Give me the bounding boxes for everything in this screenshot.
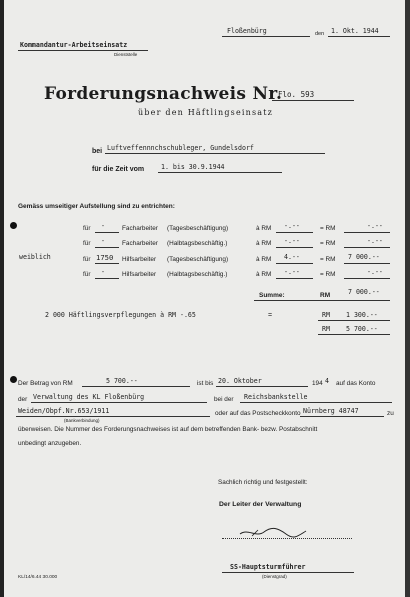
punch-hole-1 [10, 222, 17, 229]
correct-label: Sachlich richtig und festgestellt: [218, 479, 308, 486]
row-rate: -.-- [284, 268, 300, 276]
row-rate: 4.-- [284, 253, 300, 261]
signer-rank: SS-Hauptsturmführer [230, 563, 306, 571]
scan-edge-left [0, 0, 4, 597]
payment-line3-b: oder auf das Postscheckkonto [215, 410, 301, 417]
row-count: - [101, 268, 105, 276]
summe-label: Summe: [259, 292, 285, 299]
issuer: Kommandantur-Arbeitseinsatz [20, 41, 128, 49]
row-fuer: für [83, 225, 91, 232]
verpflegung-eq: = [268, 312, 273, 319]
document-subtitle: über den Häftlingseinsatz [138, 108, 274, 117]
row-fuer: für [83, 256, 91, 263]
payment-line5: unbedingt anzugeben. [18, 440, 82, 447]
row-eq: = RM [320, 271, 336, 278]
summe-currency: RM [320, 292, 331, 299]
place: Floßenbürg [227, 27, 267, 35]
period-value: 1. bis 30.9.1944 [161, 163, 225, 171]
row-fuer: für [83, 240, 91, 247]
handwritten-signature [238, 524, 308, 542]
row-total: -.-- [367, 237, 383, 245]
row-count: - [101, 237, 105, 245]
row-rate-label: à RM [256, 271, 272, 278]
row-type: Facharbeiter [122, 240, 158, 247]
net-value: 5 700.-- [346, 325, 378, 333]
period-label: für die Zeit vom [92, 166, 145, 173]
side-label: weiblich [19, 253, 51, 261]
row-rate-label: à RM [256, 256, 272, 263]
row-fuer: für [83, 271, 91, 278]
document-date: 1. Okt. 1944 [331, 27, 379, 35]
payment-amount: 5 700.-- [106, 377, 138, 385]
payment-line1-a: Der Betrag von RM [18, 380, 73, 387]
summe-value: 7 000.-- [348, 288, 380, 296]
payment-year-digit: 4 [325, 377, 329, 385]
row-note: (Halbtagsbeschäftig.) [167, 271, 228, 278]
payment-line2-a: der [18, 396, 28, 403]
row-rate-label: à RM [256, 225, 272, 232]
row-total: 7 000.-- [348, 253, 380, 261]
form-code: KL/14/6.44 30.000 [18, 575, 58, 580]
account-holder: Verwaltung des KL Floßenbürg [33, 393, 145, 401]
row-note: (Tagesbeschäftigung) [167, 225, 229, 232]
row-type: Hilfsarbeiter [122, 271, 157, 278]
bei-label: bei [92, 148, 103, 155]
payment-line1-b: ist bis [197, 380, 214, 387]
row-total: -.-- [367, 268, 383, 276]
row-eq: = RM [320, 240, 336, 247]
intro-text: Gemäss umseitiger Aufstellung sind zu entrichten: [18, 203, 175, 210]
row-rate: -.-- [284, 237, 300, 245]
row-eq: = RM [320, 225, 336, 232]
row-note: (Tagesbeschäftigung) [167, 256, 229, 263]
scan-edge-right [405, 0, 410, 597]
payment-line3-c: zu [387, 410, 394, 417]
payment-due: 20. Oktober [218, 377, 262, 385]
den-label: den [315, 31, 325, 37]
row-count: - [101, 222, 105, 230]
postcheck-account: Nürnberg 48747 [303, 407, 359, 415]
row-eq: = RM [320, 256, 336, 263]
bank-account: Weiden/Obpf.Nr.653/1911 [18, 407, 110, 415]
document-title: Forderungsnachweis Nr. [44, 84, 283, 104]
document-number: Flo. 593 [278, 90, 315, 99]
row-total: -.-- [367, 222, 383, 230]
leader-label: Der Leiter der Verwaltung [219, 501, 302, 508]
row-note: (Halbtagsbeschäftig.) [167, 240, 228, 247]
issuer-sub: Dienststelle [114, 52, 138, 57]
row-type: Hilfsarbeiter [122, 256, 157, 263]
row-rate: -.-- [284, 222, 300, 230]
employer-name: Luftveffennnchschubleger, Gundelsdorf [107, 144, 254, 152]
payment-line4: überweisen. Die Nummer des Forderungsnachweises ist auf dem betreffenden Bank- bezw. Postabschnitt [18, 426, 318, 433]
verpflegung-text: 2 000 Häftlingsverpflegungen à RM -.65 [45, 311, 196, 319]
payment-line1-e: auf das Konto [336, 380, 376, 387]
punch-hole-2 [10, 376, 17, 383]
verpflegung-currency: RM [322, 311, 330, 319]
bank-connection-label: (Bankverbindung) [64, 418, 100, 423]
row-type: Facharbeiter [122, 225, 158, 232]
rank-sub-label: (Dienstgrad) [262, 574, 287, 579]
payment-line2-b: bei der [214, 396, 234, 403]
payment-year-prefix: 194 [312, 380, 323, 387]
bank: Reichsbankstelle [244, 393, 308, 401]
row-count: 1750 [96, 253, 114, 262]
net-currency: RM [322, 325, 330, 333]
row-rate-label: à RM [256, 240, 272, 247]
verpflegung-value: 1 300.-- [346, 311, 378, 319]
